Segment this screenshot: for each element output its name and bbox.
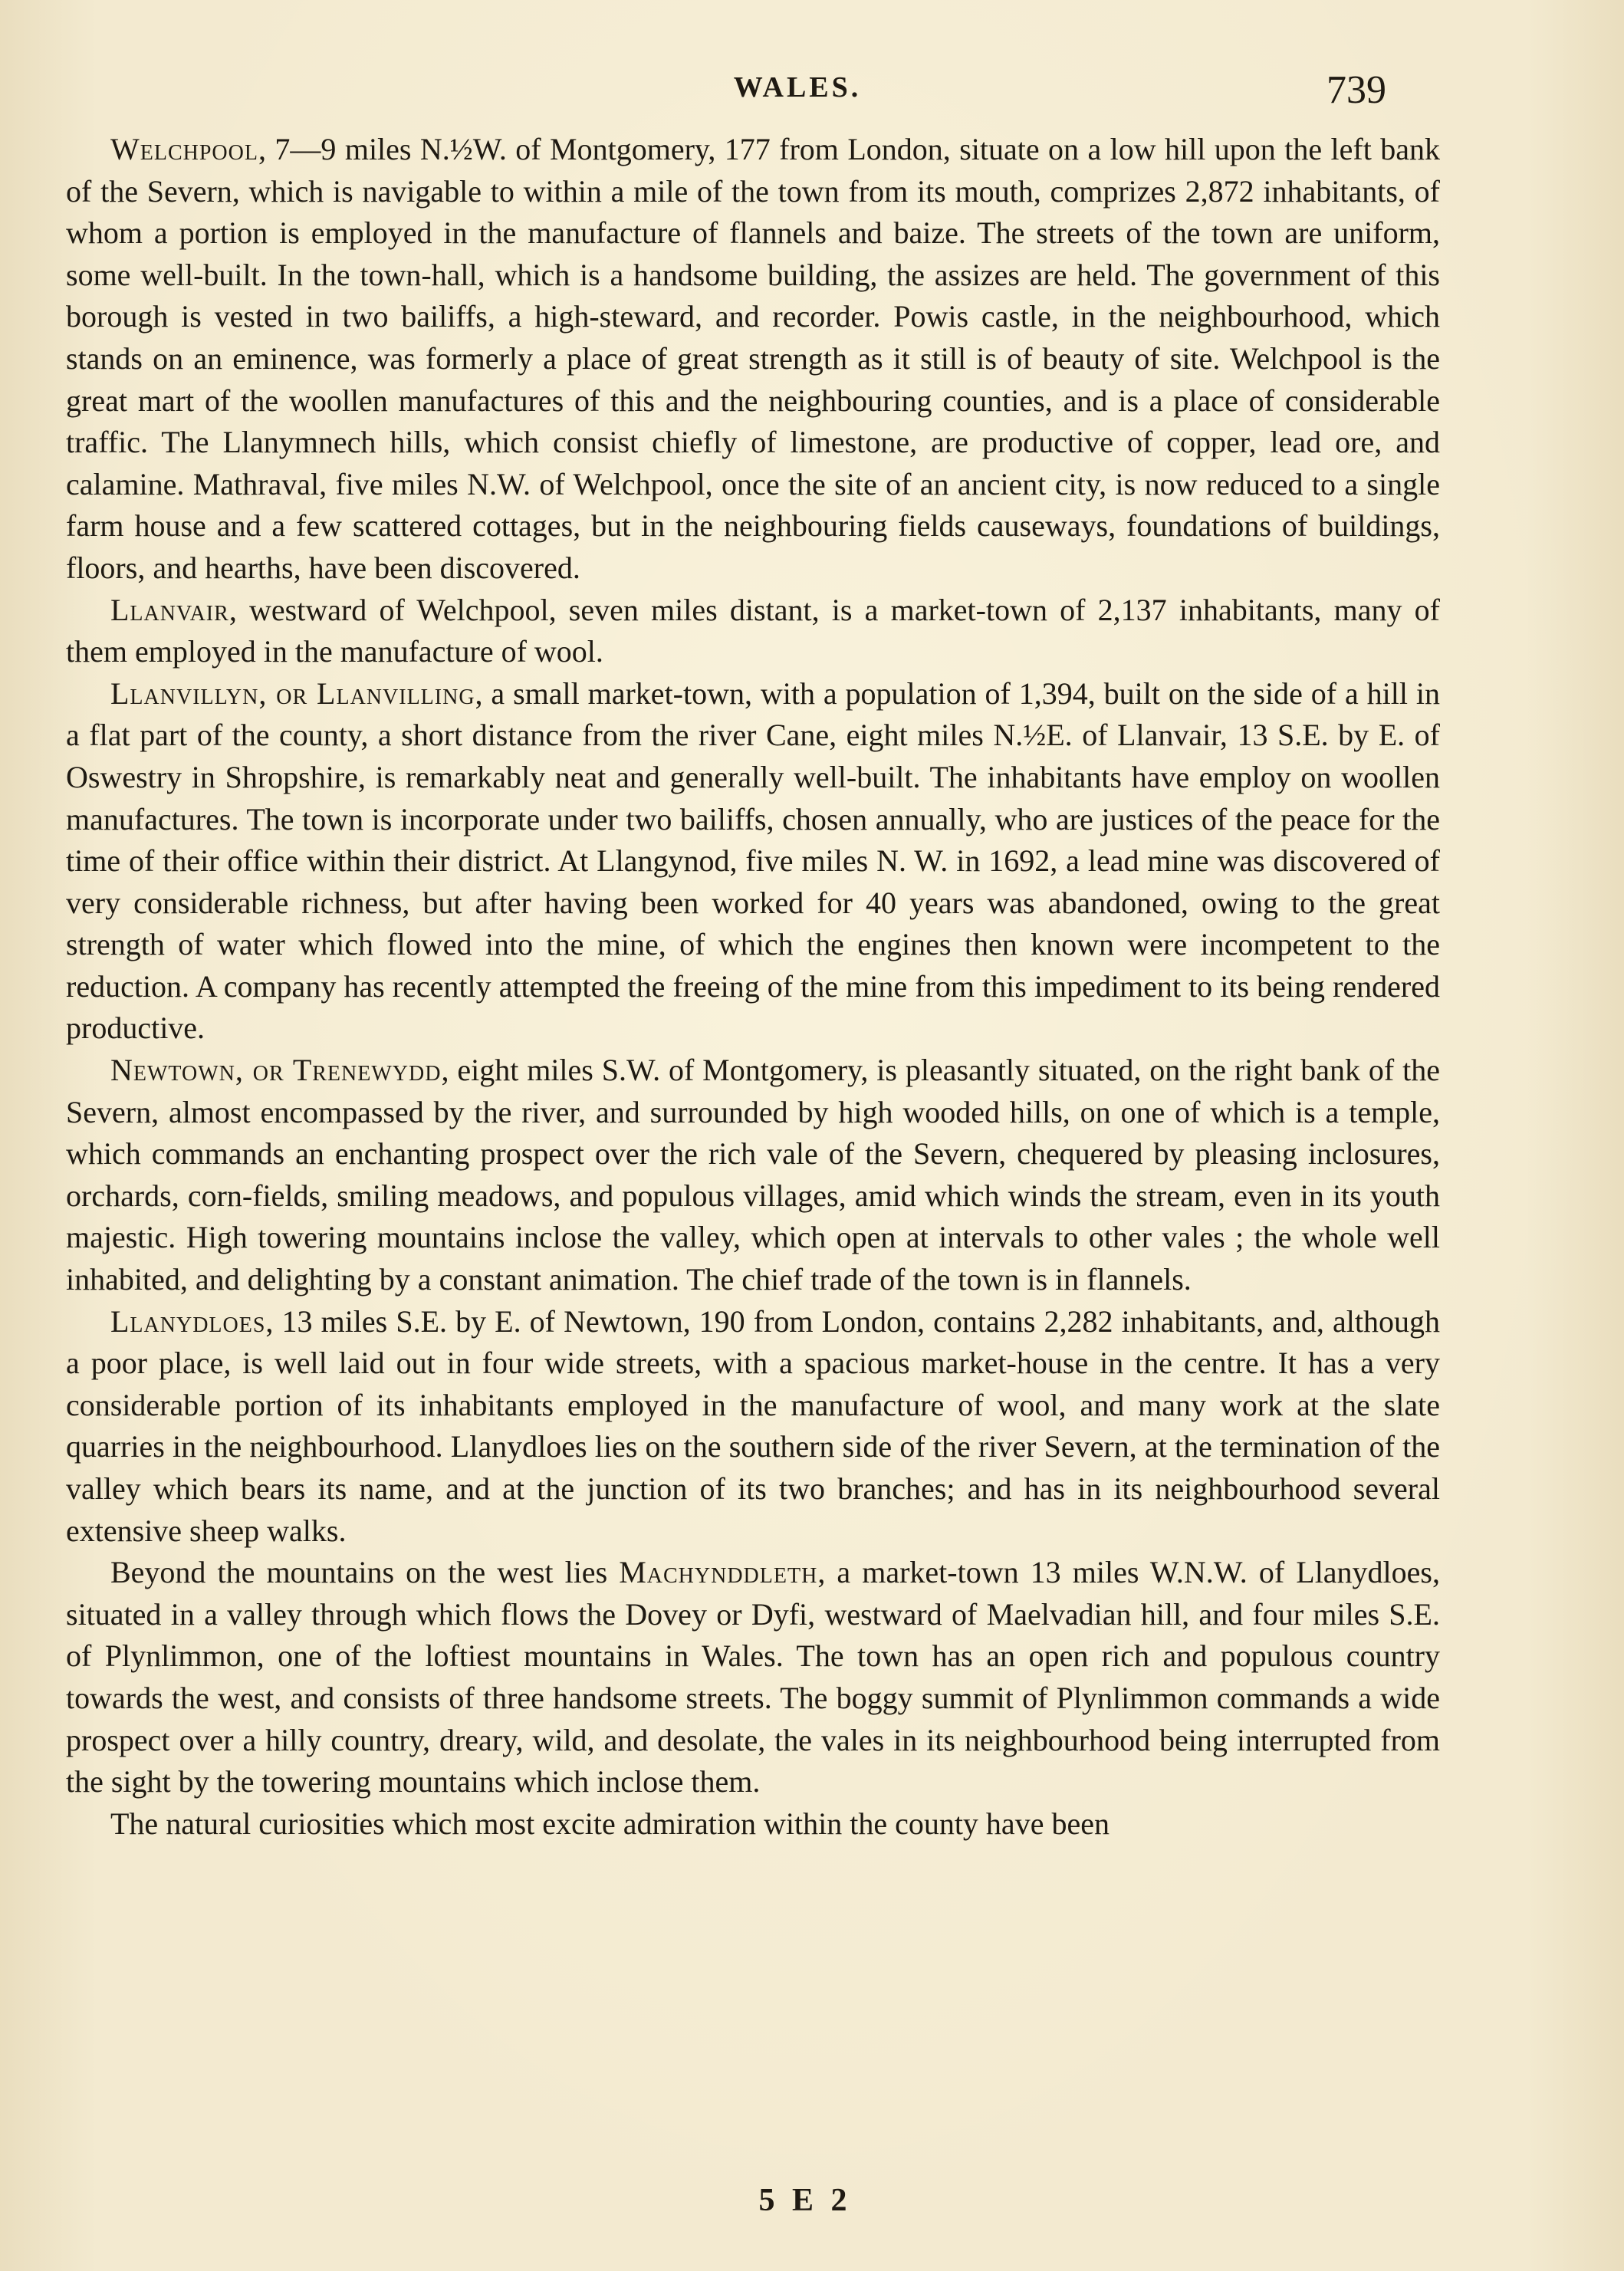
paragraph-text: , a market-town 13 miles W.N.W. of Llanydloes, situated in a valley through which flows the Dovey or Dyfi, westward of Maelvadian hill, and four miles S.E. of Plynlimmon, one of the loftiest mountains in Wales. The town has an open rich and populous country towards the west, and consists of three handsome streets. The boggy summit of Plynlimmon commands a wide prospect over a hilly country, dreary, wild, and desolate, the vales in its neighbourhood being interrupted from the sight by the towering mountains which inclose them. <box>66 1555 1440 1799</box>
place-name: Llanydloes <box>110 1303 266 1339</box>
paragraph-llanvillyn <box>66 673 1440 1050</box>
paragraph-text: , eight miles S.W. of Montgomery, is pleasantly situated, on the right bank of the Severn, almost encompassed by the river, and surrounded by high wooded hills, on one of which is a temple, which commands an enchanting prospect over the rich vale of the Severn, chequered by pleasing inclosures, orchards, corn-fields, smiling meadows, and populous villages, amid which winds the stream, even in its youth majestic. High towering mountains inclose the valley, which open at intervals to other vales ; the whole well inhabited, and delighting by a constant animation. The chief trade of the town is in flannels. <box>66 1053 1440 1297</box>
place-name: Llanvair <box>110 592 229 627</box>
place-name: Machynddleth <box>619 1555 818 1590</box>
paragraph-welchpool <box>66 129 1440 590</box>
place-name: Welchpool <box>110 132 258 166</box>
paragraph-text: , 7—9 miles N.½W. of Montgomery, 177 from London, situate on a low hill upon the left bank of the Severn, which is navigable to within a mile of the town from its mouth, comprizes 2,872 inhabitants, of whom a portion is employed in the manufacture of flannels and baize. The streets of the town are uniform, some well-built. In the town-hall, which is a handsome building, the assizes are held. The government of this borough is vested in two bailiffs, a high-steward, and recorder. Powis castle, in the neighbourhood, which stands on an eminence, was formerly a place of great strength as it still is of beauty of site. Welchpool is the great mart of the woollen manufactures of this and the neighbouring counties, and is a place of considerable traffic. The Llanymnech hills, which consist chiefly of limestone, are productive of copper, lead ore, and calamine. Mathraval, five miles N.W. of Welchpool, once the site of an ancient city, is now reduced to a single farm house and a few scattered cottages, but in the neighbouring fields causeways, foundations of buildings, floors, and hearths, have been discovered. <box>66 132 1440 585</box>
paragraph-text: , westward of Welchpool, seven miles distant, is a market-town of 2,137 inhabitants, many of them employed in the manufacture of wool. <box>66 592 1440 669</box>
signature-mark: 5 E 2 <box>758 2183 852 2218</box>
paragraph-llanydloes <box>66 1301 1440 1553</box>
place-name: Llanvillyn, or Llanvilling <box>110 675 475 711</box>
paragraph-machynddleth <box>66 1552 1440 1803</box>
paragraph-llanvair <box>66 590 1440 673</box>
paragraph-text-lead: Beyond the mountains on the west lies <box>110 1555 620 1590</box>
paragraph-text: The natural curiosities which most excite admiration within the county have been <box>110 1806 1110 1841</box>
paragraph-curiosities <box>66 1803 1440 1845</box>
body-text <box>66 129 1440 1845</box>
paragraph-text: , 13 miles S.E. by E. of Newtown, 190 from London, contains 2,282 inhabitants, and, although a poor place, is well laid out in four wide streets, with a spacious market-house in the centre. It has a very considerable portion of its inhabitants employed in the manufacture of wool, and many work at the slate quarries in the neighbourhood. Llanydloes lies on the southern side of the river Severn, at the termination of the valley which bears its name, and at the junction of its two branches; and has in its neighbourhood several extensive sheep walks. <box>66 1303 1440 1548</box>
place-name: Newtown, or Trenewydd <box>110 1053 442 1088</box>
running-head: WALES. <box>733 71 862 104</box>
page-number: 739 <box>1326 68 1386 112</box>
paragraph-newtown <box>66 1050 1440 1301</box>
paragraph-text: , a small market-town, with a population of 1,394, built on the side of a hill in a flat part of the county, a short distance from the river Cane, eight miles N.½E. of Llanvair, 13 S.E. by E. of Oswestry in Shropshire, is remarkably neat and generally well-built. The inhabitants have employ on woollen manufactures. The town is incorporate under two bailiffs, chosen annually, who are justices of the peace for the time of their office within their district. At Llangynod, five miles N. W. in 1692, a lead mine was discovered of very considerable richness, but after having been worked for 40 years was abandoned, owing to the great strength of water which flowed into the mine, of which the engines then known were incompetent to the reduction. A company has recently attempted the freeing of the mine from this impediment to its being rendered productive. <box>66 675 1440 1046</box>
